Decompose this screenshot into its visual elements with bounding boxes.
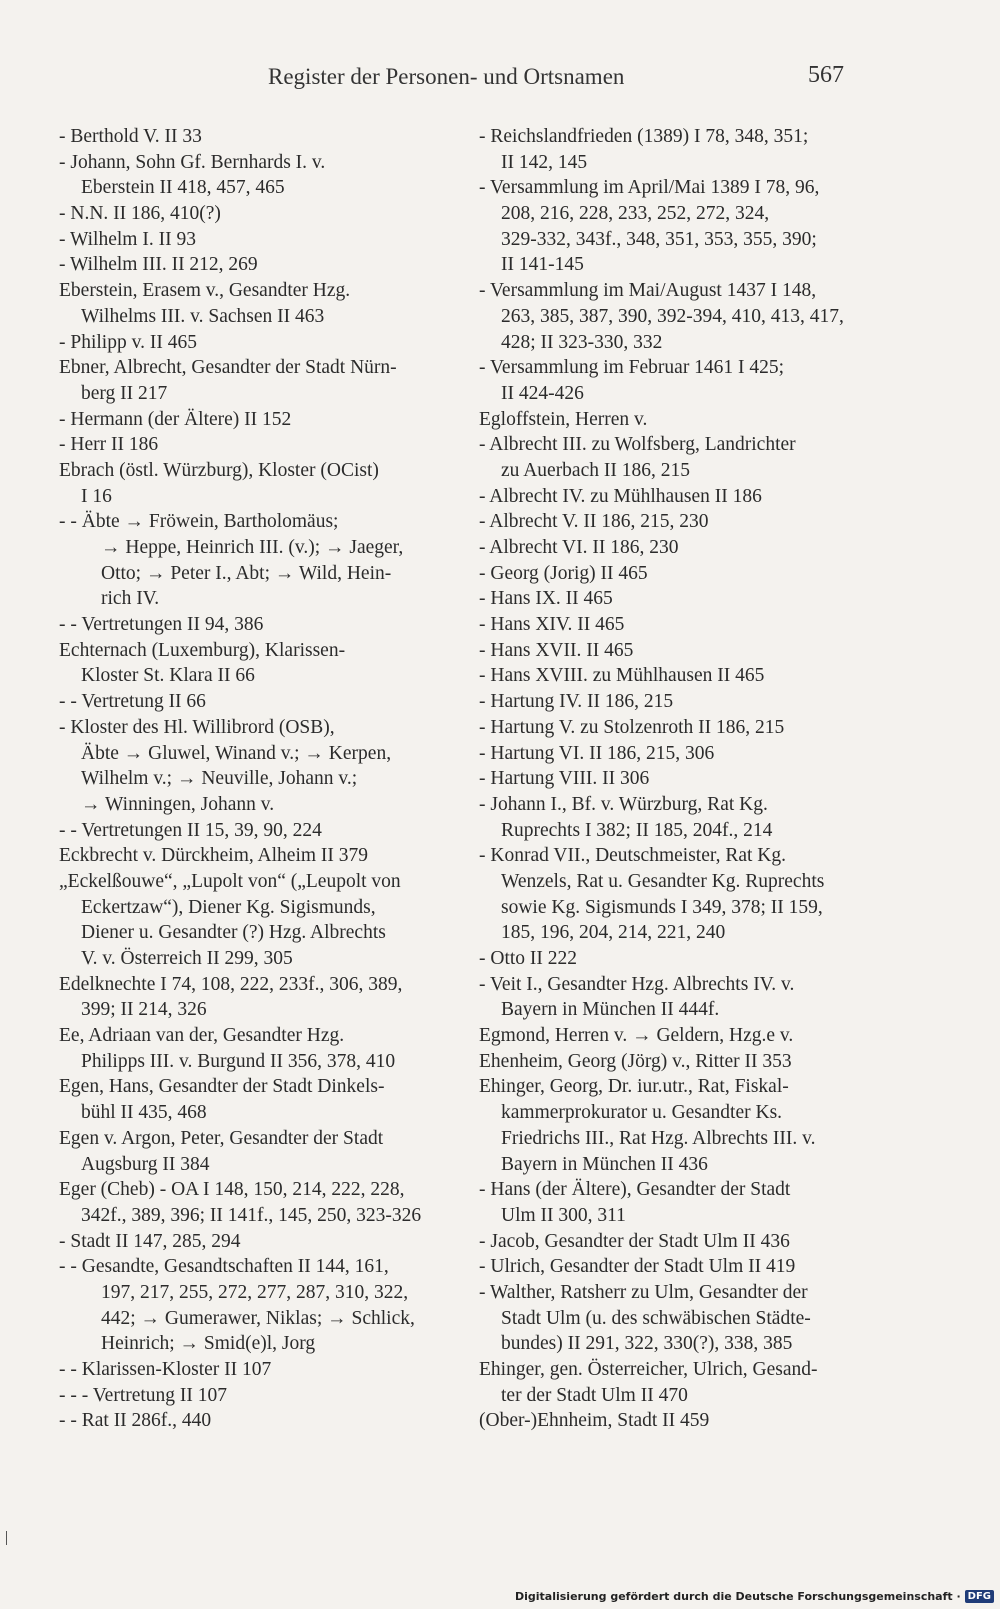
index-entry-line: - Hans XVII. II 465 (479, 639, 634, 661)
index-entry-line: - Albrecht IV. zu Mühlhausen II 186 (479, 485, 762, 507)
index-entry-line: → Winningen, Johann v. (81, 793, 275, 815)
index-entry-line: Eckbrecht v. Dürckheim, Alheim II 379 (59, 845, 369, 867)
index-entry-line: Wilhelms III. v. Sachsen II 463 (81, 305, 325, 327)
index-entry-line: Egloffstein, Herren v. (479, 408, 648, 430)
index-entry-line: Ebrach (östl. Würzburg), Kloster (OCist) (59, 459, 379, 481)
index-entry-line: Egen, Hans, Gesandter der Stadt Dinkels- (59, 1076, 385, 1098)
index-entry-line: II 142, 145 (501, 151, 588, 173)
index-entry-line: II 424-426 (501, 382, 584, 404)
index-entry-line: - Hartung VIII. II 306 (479, 768, 650, 790)
index-entry-line: - Hans XIV. II 465 (479, 614, 625, 636)
index-entry-line: Echternach (Luxemburg), Klarissen- (59, 639, 346, 661)
footer-text: Digitalisierung gefördert durch die Deutsche Forschungsgemeinschaft · (514, 1589, 961, 1603)
index-entry-line: - Hans IX. II 465 (479, 588, 613, 610)
index-entry-line: - - Äbte → Fröwein, Bartholomäus; (59, 511, 339, 533)
index-entry-line: - - Klarissen-Kloster II 107 (59, 1359, 272, 1380)
index-entry-line: Eckertzaw“), Diener Kg. Sigismunds, (81, 896, 376, 918)
dfg-logo: DFG (965, 1590, 994, 1603)
index-entry-line: - Johann, Sohn Gf. Bernhards I. v. (59, 151, 326, 173)
index-entry-line: - Otto II 222 (479, 948, 578, 969)
index-entry-line: Otto; → Peter I., Abt; → Wild, Hein- (101, 562, 392, 584)
index-entry-line: Diener u. Gesandter (?) Hzg. Albrechts (81, 922, 386, 944)
index-entry-line: „Eckelßouwe“, „Lupolt von“ („Leupolt von (59, 870, 401, 892)
index-entry-line: berg II 217 (81, 382, 168, 404)
index-entry-line: - - Gesandte, Gesandtschaften II 144, 161, (59, 1256, 389, 1278)
index-entry-line: Edelknechte I 74, 108, 222, 233f., 306, 389, (59, 973, 403, 995)
index-entry-line: - Stadt II 147, 285, 294 (59, 1230, 241, 1252)
index-entry-line: Wenzels, Rat u. Gesandter Kg. Ruprechts (501, 870, 825, 892)
index-entry-line: Bayern in München II 444f. (501, 999, 720, 1021)
index-entry-line: Eberstein, Erasem v., Gesandter Hzg. (59, 280, 351, 302)
index-entry-line: 428; II 323-330, 332 (501, 331, 663, 353)
index-entry-line: - Ulrich, Gesandter der Stadt Ulm II 419 (479, 1256, 796, 1278)
index-entry-line: (Ober-)Ehnheim, Stadt II 459 (479, 1410, 710, 1432)
index-entry-line: V. v. Österreich II 299, 305 (81, 948, 293, 969)
index-entry-line: 442; → Gumerawer, Niklas; → Schlick, (101, 1307, 415, 1329)
scan-edge-mark (6, 1531, 7, 1545)
index-entry-line: - Hermann (der Ältere) II 152 (59, 408, 292, 430)
index-entry-line: - Georg (Jorig) II 465 (479, 562, 648, 584)
index-entry-line: Kloster St. Klara II 66 (81, 665, 255, 687)
index-entry-line: Stadt Ulm (u. des schwäbischen Städte- (501, 1307, 811, 1329)
index-entry-line: - Versammlung im Februar 1461 I 425; (479, 357, 785, 379)
index-entry-line: - - Rat II 286f., 440 (59, 1410, 212, 1432)
index-entry-line: 208, 216, 228, 233, 252, 272, 324, (501, 203, 770, 225)
index-entry-line: - Jacob, Gesandter der Stadt Ulm II 436 (479, 1230, 790, 1252)
index-entry-line: - Reichslandfrieden (1389) I 78, 348, 351; (479, 126, 809, 147)
index-entry-line: - Berthold V. II 33 (59, 126, 202, 147)
index-entry-line: 399; II 214, 326 (81, 999, 207, 1021)
index-entry-line: - Veit I., Gesandter Hzg. Albrechts IV. v. (479, 973, 795, 995)
index-entry-line: Ehinger, Georg, Dr. iur.utr., Rat, Fiskal- (479, 1076, 789, 1098)
index-entry-line: - Wilhelm III. II 212, 269 (59, 254, 258, 276)
index-entry-line: 185, 196, 204, 214, 221, 240 (501, 922, 726, 944)
index-entry-line: 342f., 389, 396; II 141f., 145, 250, 323-326 (81, 1204, 422, 1226)
index-column-right (479, 124, 879, 1434)
index-entry-line: - Hartung V. zu Stolzenroth II 186, 215 (479, 716, 785, 738)
index-entry-line: Heinrich; → Smid(e)l, Jorg (101, 1333, 316, 1355)
index-entry-line: 197, 217, 255, 272, 277, 287, 310, 322, (101, 1281, 409, 1303)
index-column-left (59, 124, 459, 1434)
index-entry-line: Ee, Adriaan van der, Gesandter Hzg. (59, 1025, 345, 1047)
index-entry-line: Egen v. Argon, Peter, Gesandter der Stadt (59, 1127, 384, 1149)
index-entry-line: Ehinger, gen. Österreicher, Ulrich, Gesand- (479, 1359, 818, 1380)
page-header (0, 62, 1000, 98)
index-entry-line: bundes) II 291, 322, 330(?), 338, 385 (501, 1333, 793, 1355)
digitization-footer (515, 1587, 994, 1605)
index-entry-line: → Heppe, Heinrich III. (v.); → Jaeger, (101, 537, 404, 558)
index-entry-line: - Albrecht III. zu Wolfsberg, Landrichter (479, 434, 796, 456)
index-entry-line: - Walther, Ratsherr zu Ulm, Gesandter der (479, 1281, 808, 1303)
index-entry-line: - Herr II 186 (59, 434, 159, 456)
index-entry-line: - Johann I., Bf. v. Würzburg, Rat Kg. (479, 793, 768, 815)
index-entry-line: - Hans (der Ältere), Gesandter der Stadt (479, 1179, 791, 1201)
index-entry-line: - Philipp v. II 465 (59, 331, 197, 353)
index-entry-line: - Versammlung im April/Mai 1389 I 78, 96, (479, 177, 820, 199)
index-entry-line: ter der Stadt Ulm II 470 (501, 1384, 688, 1406)
index-entry-line: - Albrecht V. II 186, 215, 230 (479, 511, 709, 533)
index-entry-line: Egmond, Herren v. → Geldern, Hzg.e v. (479, 1025, 794, 1047)
index-entry-line: - Hans XVIII. zu Mühlhausen II 465 (479, 665, 765, 687)
index-entry-line: - - Vertretung II 66 (59, 691, 206, 713)
index-entry-line: - - - Vertretung II 107 (59, 1384, 228, 1406)
index-entry-line: - Wilhelm I. II 93 (59, 228, 196, 250)
index-entry-line: - - Vertretungen II 94, 386 (59, 614, 264, 636)
index-entry-line: Ruprechts I 382; II 185, 204f., 214 (501, 819, 773, 841)
index-entry-line: - Albrecht VI. II 186, 230 (479, 537, 679, 558)
index-entry-line: - Hartung IV. II 186, 215 (479, 691, 674, 713)
page-number: 567 (808, 62, 844, 88)
index-entry-line: kammerprokurator u. Gesandter Ks. (501, 1102, 783, 1124)
index-entry-line: - Kloster des Hl. Willibrord (OSB), (59, 716, 335, 738)
index-entry-line: 263, 385, 387, 390, 392-394, 410, 413, 417, (501, 305, 844, 327)
index-entry-line: - - Vertretungen II 15, 39, 90, 224 (59, 819, 322, 841)
index-entry-line: Ulm II 300, 311 (501, 1204, 626, 1226)
index-entry-line: bühl II 435, 468 (81, 1102, 207, 1124)
index-entry-line: Augsburg II 384 (81, 1153, 210, 1175)
index-entry-line: II 141-145 (501, 254, 584, 276)
index-entry-line: - N.N. II 186, 410(?) (59, 203, 221, 225)
index-entry-line: Äbte → Gluwel, Winand v.; → Kerpen, (81, 742, 392, 764)
index-entry-line: Friedrichs III., Rat Hzg. Albrechts III. v. (501, 1127, 816, 1149)
index-entry-line: Bayern in München II 436 (501, 1153, 708, 1175)
index-entry-line: - Versammlung im Mai/August 1437 I 148, (479, 280, 817, 302)
index-entry-line: Eger (Cheb) - OA I 148, 150, 214, 222, 228, (59, 1179, 405, 1201)
index-entry-line: 329-332, 343f., 348, 351, 353, 355, 390; (501, 228, 817, 250)
index-entry-line: I 16 (81, 485, 112, 507)
index-entry-line: Philipps III. v. Burgund II 356, 378, 410 (81, 1050, 396, 1072)
running-title: Register der Personen- und Ortsnamen (268, 64, 625, 89)
index-entry-line: Wilhelm v.; → Neuville, Johann v.; (81, 768, 358, 790)
index-entry-line: - Konrad VII., Deutschmeister, Rat Kg. (479, 845, 786, 867)
index-entry-line: - Hartung VI. II 186, 215, 306 (479, 742, 715, 764)
index-entry-line: Ehenheim, Georg (Jörg) v., Ritter II 353 (479, 1050, 792, 1072)
index-entry-line: zu Auerbach II 186, 215 (501, 459, 690, 481)
index-entry-line: Eberstein II 418, 457, 465 (81, 177, 285, 199)
index-entry-line: sowie Kg. Sigismunds I 349, 378; II 159, (501, 896, 823, 918)
index-entry-line: Ebner, Albrecht, Gesandter der Stadt Nürn- (59, 357, 397, 379)
index-entry-line: rich IV. (101, 588, 160, 610)
